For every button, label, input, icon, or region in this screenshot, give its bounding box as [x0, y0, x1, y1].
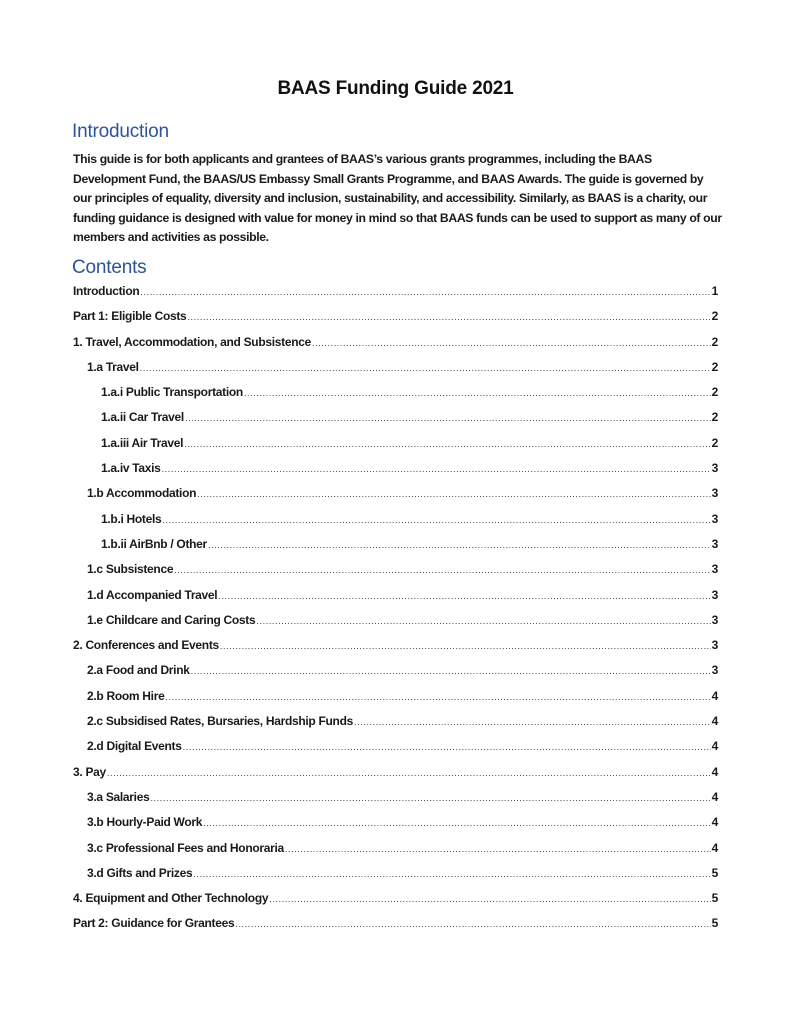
toc-page-number[interactable]: 5: [711, 865, 718, 880]
toc-dot-leader: [208, 540, 711, 550]
toc-page-number[interactable]: 3: [711, 663, 718, 678]
toc-entry[interactable]: [73, 613, 718, 638]
toc-dot-leader: [197, 489, 710, 499]
toc-entry[interactable]: [73, 891, 718, 916]
contents-heading: Contents: [72, 257, 147, 278]
toc-entry-label[interactable]: 1.a Travel: [87, 359, 139, 374]
toc-entry[interactable]: [73, 335, 718, 360]
toc-dot-leader: [107, 768, 711, 778]
table-of-contents: [73, 284, 718, 942]
toc-entry-label[interactable]: 1.a.iii Air Travel: [101, 435, 184, 450]
toc-page-number[interactable]: 3: [711, 536, 718, 551]
toc-page-number[interactable]: 3: [711, 511, 718, 526]
toc-dot-leader: [312, 338, 711, 348]
toc-page-number[interactable]: 3: [711, 562, 718, 577]
toc-dot-leader: [220, 641, 711, 651]
toc-entry[interactable]: [73, 461, 718, 486]
toc-entry[interactable]: [73, 739, 718, 764]
introduction-paragraph: This guide is for both applicants and grantees of BAAS’s various grants programmes, including the BAAS Development Fund, the BAAS/US Embassy Small Grants Programme, and BAAS Awards. The guide is governed by our principles of equality, diversity and inclusion, sustainability, and accessibility. Similarly, as BAAS is a charity, our funding guidance is designed with value for money in mind so that BAAS funds can be used to support as many of our members and activities as possible.: [73, 152, 722, 244]
toc-entry-label[interactable]: 2.c Subsidised Rates, Bursaries, Hardship Funds: [87, 714, 353, 729]
toc-entry-label[interactable]: 1.b.ii AirBnb / Other: [101, 536, 207, 551]
toc-page-number[interactable]: 1: [711, 284, 718, 298]
toc-dot-leader: [285, 844, 711, 854]
toc-page-number[interactable]: 3: [711, 638, 718, 653]
toc-entry[interactable]: [73, 512, 718, 537]
toc-entry-label[interactable]: 4. Equipment and Other Technology: [73, 891, 269, 906]
toc-dot-leader: [184, 439, 710, 449]
toc-dot-leader: [183, 742, 711, 752]
toc-entry[interactable]: [73, 790, 718, 815]
toc-dot-leader: [203, 818, 710, 828]
toc-page-number[interactable]: 4: [711, 815, 718, 830]
toc-dot-leader: [256, 616, 710, 626]
toc-dot-leader: [150, 793, 710, 803]
toc-entry-label[interactable]: 3.d Gifts and Prizes: [87, 865, 193, 880]
toc-entry[interactable]: [73, 689, 718, 714]
toc-page-number[interactable]: 4: [711, 789, 718, 804]
toc-entry-label[interactable]: 2.b Room Hire: [87, 688, 165, 703]
toc-page-number[interactable]: 5: [711, 916, 718, 931]
toc-page-number[interactable]: 4: [711, 739, 718, 754]
toc-entry[interactable]: [73, 588, 718, 613]
toc-page-number[interactable]: 3: [711, 612, 718, 627]
toc-entry-label[interactable]: 1. Travel, Accommodation, and Subsistence: [73, 334, 311, 349]
toc-dot-leader: [218, 591, 710, 601]
toc-entry-label[interactable]: Part 2: Guidance for Grantees: [73, 916, 235, 931]
toc-entry[interactable]: [73, 436, 718, 461]
toc-entry[interactable]: [73, 815, 718, 840]
toc-page-number[interactable]: 5: [711, 891, 718, 906]
toc-dot-leader: [187, 312, 710, 322]
toc-entry[interactable]: [73, 410, 718, 435]
document-title: BAAS Funding Guide 2021: [277, 78, 514, 99]
toc-dot-leader: [162, 515, 710, 525]
toc-page-number[interactable]: 4: [711, 688, 718, 703]
toc-entry-label[interactable]: 3. Pay: [73, 764, 106, 779]
toc-entry[interactable]: [73, 714, 718, 739]
toc-entry[interactable]: [73, 866, 718, 891]
toc-entry-label[interactable]: 3.b Hourly-Paid Work: [87, 815, 203, 830]
toc-entry-label[interactable]: 2.d Digital Events: [87, 739, 182, 754]
toc-page-number[interactable]: 4: [711, 764, 718, 779]
toc-entry-label[interactable]: 3.c Professional Fees and Honoraria: [87, 840, 284, 855]
toc-entry-label[interactable]: 1.a.ii Car Travel: [101, 410, 184, 425]
toc-entry-label[interactable]: 1.a.iv Taxis: [101, 461, 161, 476]
toc-page-number[interactable]: 4: [711, 714, 718, 729]
toc-entry[interactable]: [73, 486, 718, 511]
toc-entry-label[interactable]: 1.d Accompanied Travel: [87, 587, 218, 602]
toc-entry[interactable]: [73, 537, 718, 562]
toc-entry[interactable]: [73, 309, 718, 334]
toc-entry-label[interactable]: 2.a Food and Drink: [87, 663, 190, 678]
toc-dot-leader: [185, 413, 711, 423]
toc-entry-label[interactable]: 2. Conferences and Events: [73, 638, 219, 653]
toc-dot-leader: [235, 919, 710, 929]
toc-page-number[interactable]: 3: [711, 486, 718, 501]
toc-dot-leader: [140, 287, 710, 297]
toc-entry-label[interactable]: Introduction: [73, 284, 140, 298]
toc-page-number[interactable]: 2: [711, 435, 718, 450]
toc-page-number[interactable]: 3: [711, 587, 718, 602]
toc-entry[interactable]: [73, 385, 718, 410]
toc-entry[interactable]: [73, 284, 718, 309]
toc-entry[interactable]: [73, 765, 718, 790]
toc-dot-leader: [191, 666, 711, 676]
toc-page-number[interactable]: 2: [711, 309, 718, 324]
toc-entry[interactable]: [73, 916, 718, 941]
toc-entry-label[interactable]: 1.b.i Hotels: [101, 511, 162, 526]
toc-dot-leader: [269, 894, 710, 904]
toc-entry[interactable]: [73, 841, 718, 866]
toc-entry-label[interactable]: 1.b Accommodation: [87, 486, 197, 501]
toc-entry-label[interactable]: 1.c Subsistence: [87, 562, 174, 577]
toc-page-number[interactable]: 2: [711, 410, 718, 425]
toc-dot-leader: [162, 464, 711, 474]
toc-page-number[interactable]: 2: [711, 334, 718, 349]
toc-entry[interactable]: [73, 638, 718, 663]
toc-dot-leader: [165, 692, 710, 702]
toc-entry[interactable]: [73, 562, 718, 587]
toc-entry[interactable]: [73, 360, 718, 385]
toc-page-number[interactable]: 3: [711, 461, 718, 476]
toc-page-number[interactable]: 2: [711, 385, 718, 400]
toc-entry-label[interactable]: 1.a.i Public Transportation: [101, 385, 243, 400]
toc-entry[interactable]: [73, 663, 718, 688]
toc-dot-leader: [244, 388, 711, 398]
toc-entry-label[interactable]: Part 1: Eligible Costs: [73, 309, 187, 324]
toc-entry-label[interactable]: 3.a Salaries: [87, 789, 150, 804]
toc-dot-leader: [140, 363, 711, 373]
introduction-heading: Introduction: [72, 121, 169, 142]
toc-dot-leader: [193, 869, 710, 879]
toc-entry-label[interactable]: 1.e Childcare and Caring Costs: [87, 612, 256, 627]
toc-page-number[interactable]: 4: [711, 840, 718, 855]
toc-page-number[interactable]: 2: [711, 359, 718, 374]
toc-dot-leader: [354, 717, 711, 727]
toc-dot-leader: [174, 565, 710, 575]
